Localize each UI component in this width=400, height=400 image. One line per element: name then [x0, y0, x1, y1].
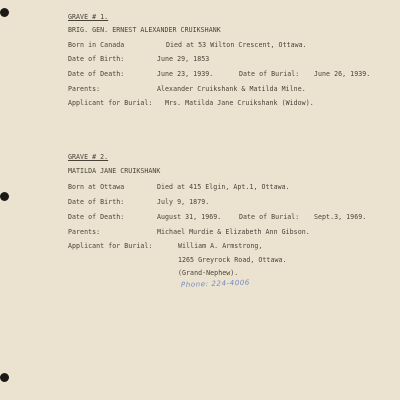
grave-1-parents: Alexander Cruikshank & Matilda Milne.	[157, 85, 306, 93]
grave-2-born-label: Born at Ottawa	[68, 183, 125, 191]
grave-1-birth: June 29, 1853	[157, 55, 210, 63]
grave-2-burial: Sept.3, 1969.	[314, 213, 367, 221]
grave-2-died: Died at 415 Elgin, Apt.1, Ottawa.	[157, 183, 290, 191]
punch-hole	[0, 373, 9, 382]
grave-1-birth-label: Date of Birth:	[68, 55, 125, 63]
grave-2-applicant-label: Applicant for Burial:	[68, 242, 153, 250]
grave-2-parents: Michael Murdie & Elizabeth Ann Gibson.	[157, 228, 310, 236]
grave-1-applicant: Mrs. Matilda Jane Cruikshank (Widow).	[165, 99, 314, 107]
grave-2-applicant-line-3: (Grand-Nephew).	[178, 269, 239, 277]
grave-2-heading: GRAVE # 2.	[68, 153, 109, 161]
grave-2-death-label: Date of Death:	[68, 213, 125, 221]
grave-2-death: August 31, 1969.	[157, 213, 222, 221]
punch-hole	[0, 8, 9, 17]
grave-1-parents-label: Parents:	[68, 85, 101, 93]
grave-2-name: MATILDA JANE CRUIKSHANK	[68, 167, 161, 175]
grave-2-applicant-line-2: 1265 Greyrock Road, Ottawa.	[178, 256, 287, 264]
grave-1-burial-label: Date of Burial:	[239, 70, 300, 78]
grave-1-name: BRIG. GEN. ERNEST ALEXANDER CRUIKSHANK	[68, 26, 221, 34]
handwritten-phone-note: Phone: 224-4006	[180, 278, 251, 289]
grave-2-parents-label: Parents:	[68, 228, 101, 236]
grave-1-died: Died at 53 Wilton Crescent, Ottawa.	[166, 41, 307, 49]
grave-2-birth: July 9, 1879.	[157, 198, 210, 206]
grave-1-burial: June 26, 1939.	[314, 70, 371, 78]
punch-hole	[0, 192, 9, 201]
grave-1-born-label: Born in Canada	[68, 41, 125, 49]
grave-1-death: June 23, 1939.	[157, 70, 214, 78]
grave-2-applicant-line-1: William A. Armstrong,	[178, 242, 263, 250]
grave-1-heading: GRAVE # 1.	[68, 13, 109, 21]
grave-1-death-label: Date of Death:	[68, 70, 125, 78]
grave-1-applicant-label: Applicant for Burial:	[68, 99, 153, 107]
grave-2-birth-label: Date of Birth:	[68, 198, 125, 206]
grave-2-burial-label: Date of Burial:	[239, 213, 300, 221]
